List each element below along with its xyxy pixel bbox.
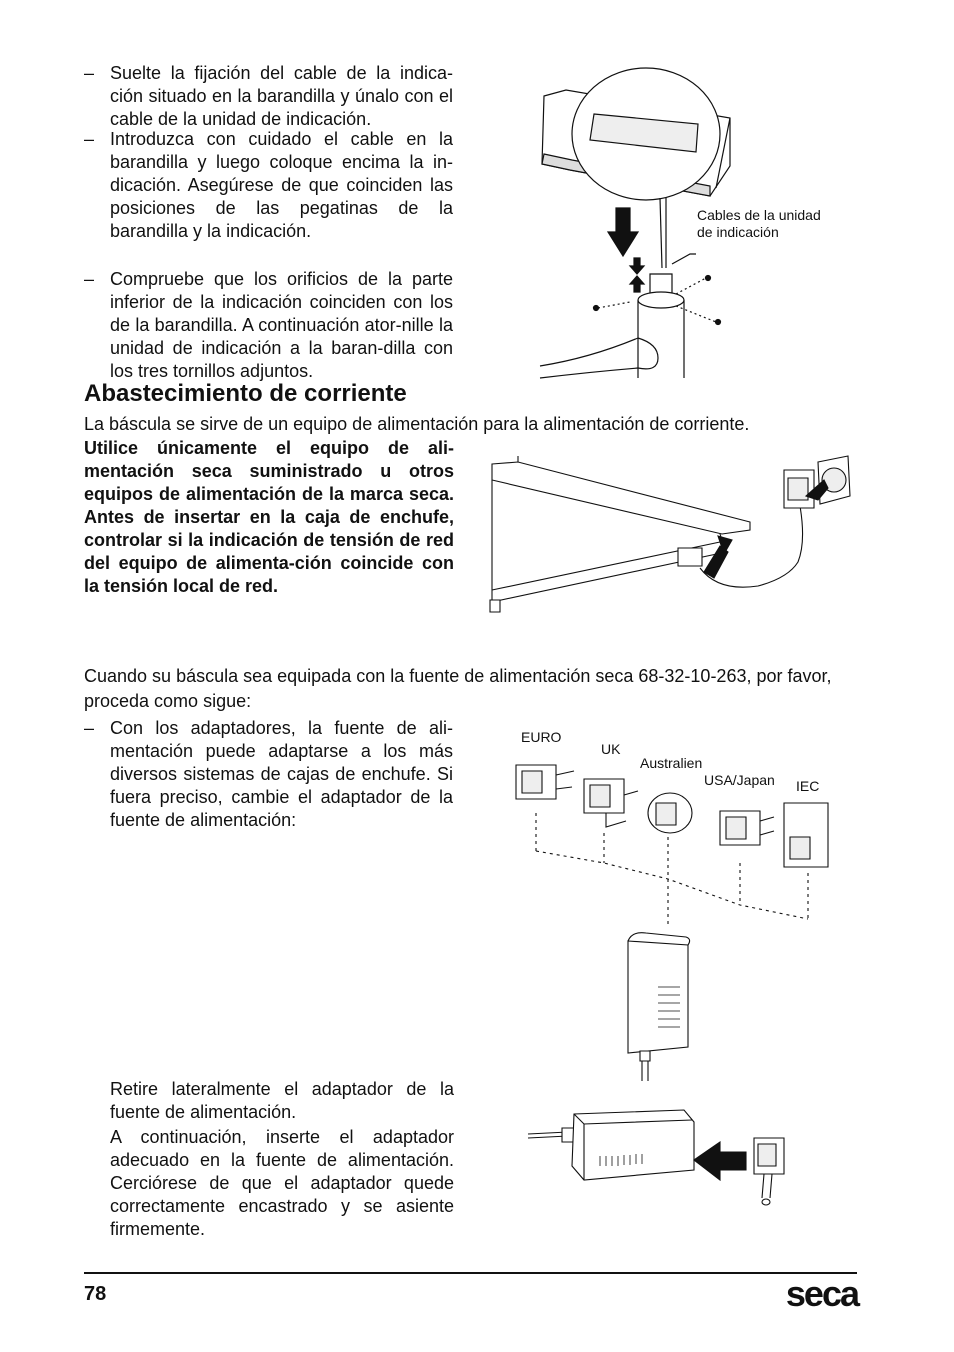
list-item-text: Compruebe que los orificios de la parte inferior de la indicación coinciden con los de la barandilla. A continuación ator-nille la unidad de indicación a la baran-dilla con los tres tornillos adjuntos. xyxy=(110,269,453,381)
adapter-label-australien: Australien xyxy=(640,755,703,771)
dash-bullet: – xyxy=(84,718,95,738)
list-item-2 xyxy=(84,128,454,244)
warning-text: Utilice únicamente el equipo de ali-mentación seca suministrado u otros equipos de alimentación de la marca seca. Antes de insertar en la caja de enchufe, controlar si la indicación de tensión de red del equipo de alimenta-ción coincide con la tensión local de red. xyxy=(84,438,454,596)
adapter-label-euro: EURO xyxy=(521,729,562,745)
list-item-text: Suelte la fijación del cable de la indica-ción situado en la barandilla y únalo con el cable de la unidad de indicación. xyxy=(110,63,453,129)
list-item-text: Con los adaptadores, la fuente de ali-mentación puede adaptarse a los más diversos sistemas de cajas de enchufe. Si fuera preciso, cambie el adaptador de la fuente de alimentación: xyxy=(110,718,453,830)
step-2-text: A continuación, inserte el adaptador adecuado en la fuente de alimentación. Cerciórese de que el adaptador quede correctamente encastrado y se asiente firmemente. xyxy=(110,1127,454,1239)
paragraph-2: Cuando su báscula sea equipada con la fuente de alimentación seca 68-32-10-263, por favor, proceda como sigue: xyxy=(84,666,832,711)
list-item-text: Introduzca con cuidado el cable en la barandilla y luego coloque encima la in-dicación. Asegúrese de que coinciden las posiciones de las pegatinas de la barandilla y la indicación. xyxy=(110,129,453,241)
footer-rule xyxy=(84,1272,857,1274)
section-intro: La báscula se sirve de un equipo de alimentación para la alimentación de corriente. xyxy=(84,414,750,434)
adapter-label-iec: IEC xyxy=(796,778,820,794)
cable-label xyxy=(697,207,857,241)
cable-label-line1: Cables de la unidad xyxy=(697,207,821,223)
dash-bullet: – xyxy=(84,269,95,289)
adapter-label-usa-japan: USA/Japan xyxy=(704,772,775,788)
seca-logo: seca xyxy=(785,1273,858,1314)
adapter-list-item xyxy=(84,717,454,833)
adapter-label-uk: UK xyxy=(601,741,621,757)
adapter-set-illustration xyxy=(508,755,838,1085)
cable-label-line2: de indicación xyxy=(697,224,779,240)
dash-bullet: – xyxy=(84,129,95,149)
power-connection-illustration xyxy=(488,452,868,618)
list-item-3 xyxy=(84,268,454,381)
dash-bullet: – xyxy=(84,63,95,83)
list-item-1 xyxy=(84,62,454,132)
adapter-insert-illustration xyxy=(524,1100,794,1210)
page-number: 78 xyxy=(84,1283,107,1305)
step-1-text: Retire lateralmente el adaptador de la fuente de alimentación. xyxy=(110,1079,454,1122)
section-heading: Abastecimiento de corriente xyxy=(84,380,407,407)
